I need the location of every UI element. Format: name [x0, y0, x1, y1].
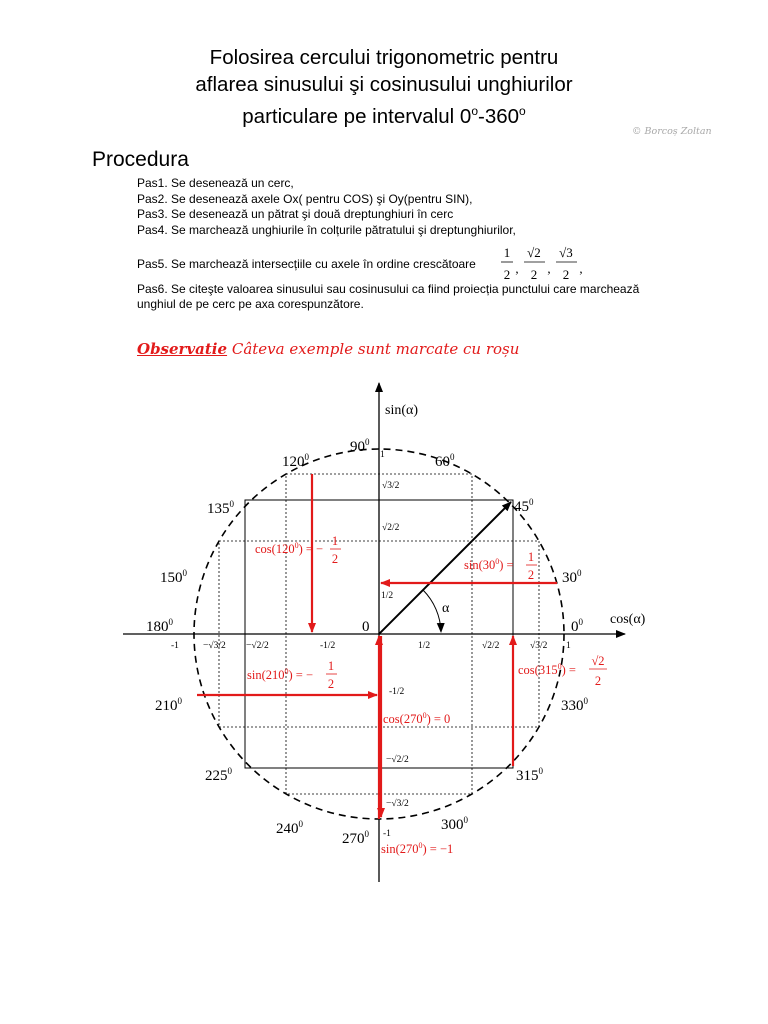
angle-225: $225^0$ — [205, 766, 232, 784]
x-tick-1: 1 — [566, 641, 571, 651]
step-5: Pas5. Se marchează intersecțiile cu axele în ordine crescătoare — [137, 257, 476, 271]
observation-label: Observatie — [137, 340, 228, 358]
svg-text:2: 2 — [527, 568, 535, 582]
svg-text:2: 2 — [594, 674, 602, 688]
angle-150: $150^0$ — [160, 568, 187, 586]
formula-sin270: $\sin(270^0) = -1$ — [381, 841, 454, 856]
observation-text: Câteva exemple sunt marcate cu roșu — [231, 340, 520, 358]
angle-180: $180^0$ — [146, 617, 173, 635]
y-tick-neg-half: -1/2 — [389, 687, 405, 697]
y-tick-neg-r3: −√3/2 — [386, 799, 409, 809]
step-1: Pas1. Se desenează un cerc, — [137, 176, 294, 190]
x-tick-half: 1/2 — [418, 641, 431, 651]
pas5-frac-1-num: 1 — [503, 245, 511, 260]
y-tick-r3: √3/2 — [382, 481, 400, 491]
angle-330: $330^0$ — [561, 696, 588, 714]
angle-30: $30^0$ — [562, 568, 582, 586]
step-6-cont: unghiul de pe cerc pe axa corespunzătore. — [137, 297, 364, 311]
pas5-frac-1-den: 2 — [503, 267, 511, 282]
y-tick-half: 1/2 — [381, 591, 394, 601]
formula-cos120 — [255, 534, 341, 566]
sin-axis-label: sin(α) — [385, 403, 418, 418]
svg-text:1: 1 — [327, 659, 335, 673]
alpha-label: α — [442, 601, 450, 616]
pas5-frac-2-num: √2 — [527, 245, 541, 260]
x-tick-neg-r3: −√3/2 — [203, 641, 226, 651]
angle-300: $300^0$ — [441, 815, 468, 833]
step-4: Pas4. Se marchează unghiurile în colțurile pătratului şi dreptunghiurilor, — [137, 222, 516, 237]
section-heading: Procedura — [92, 148, 189, 171]
angle-135: $135^0$ — [207, 499, 234, 517]
step-6: Pas6. Se citeşte valoarea sinusului sau cosinusului ca fiind proiecția punctului care marchează — [137, 281, 640, 296]
angle-90: $90^0$ — [350, 437, 370, 455]
step-3: Pas3. Se desenează un pătrat şi două dreptunghiuri în cerc — [137, 207, 454, 221]
pas5-frac-3-num: √3 — [559, 245, 573, 260]
y-tick-neg1: -1 — [383, 829, 391, 839]
formula-cos270: $\cos(270^0) = 0$ — [383, 711, 451, 726]
svg-text:√2: √2 — [591, 654, 605, 668]
angle-45: $45^0$ — [514, 497, 534, 515]
copyright-note: © Borcoș Zoltan — [632, 126, 712, 137]
svg-text:1: 1 — [331, 534, 339, 548]
formula-sin30 — [464, 550, 537, 582]
svg-text:2: 2 — [331, 552, 339, 566]
angle-210: $210^0$ — [155, 696, 182, 714]
x-tick-r3: √3/2 — [530, 641, 548, 651]
y-tick-neg-r2: −√2/2 — [386, 755, 409, 765]
svg-text:,: , — [547, 261, 551, 276]
svg-text:sin(2100) = −: $\sin(210^0)$ = − — [247, 667, 314, 682]
svg-text:,: , — [579, 261, 583, 276]
x-tick-neg-r2: −√2/2 — [246, 641, 269, 651]
alpha-arc — [423, 590, 441, 632]
formula-sin210 — [247, 659, 337, 691]
pas5-frac-3-den: 2 — [562, 267, 570, 282]
svg-text:,: , — [515, 261, 519, 276]
svg-text:sin(300) =: $\sin(30^0)$ = — [464, 557, 514, 572]
cos-axis-label: cos(α) — [610, 612, 646, 627]
angle-240: $240^0$ — [276, 819, 303, 837]
x-ticks — [171, 640, 571, 651]
title-line-2: aflarea sinusului şi cosinusului unghiurilor — [195, 73, 573, 96]
y-tick-1: 1 — [380, 450, 385, 460]
svg-text:cos(3150) =: $\cos(315^0)$ = — [518, 662, 576, 677]
pas5-frac-2-den: 2 — [530, 267, 538, 282]
y-tick-r2: √2/2 — [382, 523, 400, 533]
angle-315: $315^0$ — [516, 766, 543, 784]
svg-text:cos(1200) = −: $\cos(120^0)$ = − — [255, 541, 324, 556]
angle-120: $120^0$ — [282, 452, 309, 470]
angle-270: $270^0$ — [342, 829, 369, 847]
step-2: Pas2. Se desenează axele Ox( pentru COS) şi Oy(pentru SIN), — [137, 191, 473, 206]
y-ticks — [380, 450, 409, 839]
origin-label: 0 — [362, 619, 370, 635]
title-line-3: particulare pe intervalul 0$^o$-360$^o$ — [242, 104, 526, 128]
title-line-1: Folosirea cercului trigonometric pentru — [209, 46, 559, 69]
svg-text:2: 2 — [327, 677, 335, 691]
angle-60: $60^0$ — [435, 452, 455, 470]
svg-text:1: 1 — [527, 550, 535, 564]
x-tick-r2: √2/2 — [482, 641, 500, 651]
x-tick-neg1: -1 — [171, 641, 179, 651]
angle-0: $0^0$ — [571, 617, 583, 635]
x-tick-neg-half: -1/2 — [320, 641, 336, 651]
